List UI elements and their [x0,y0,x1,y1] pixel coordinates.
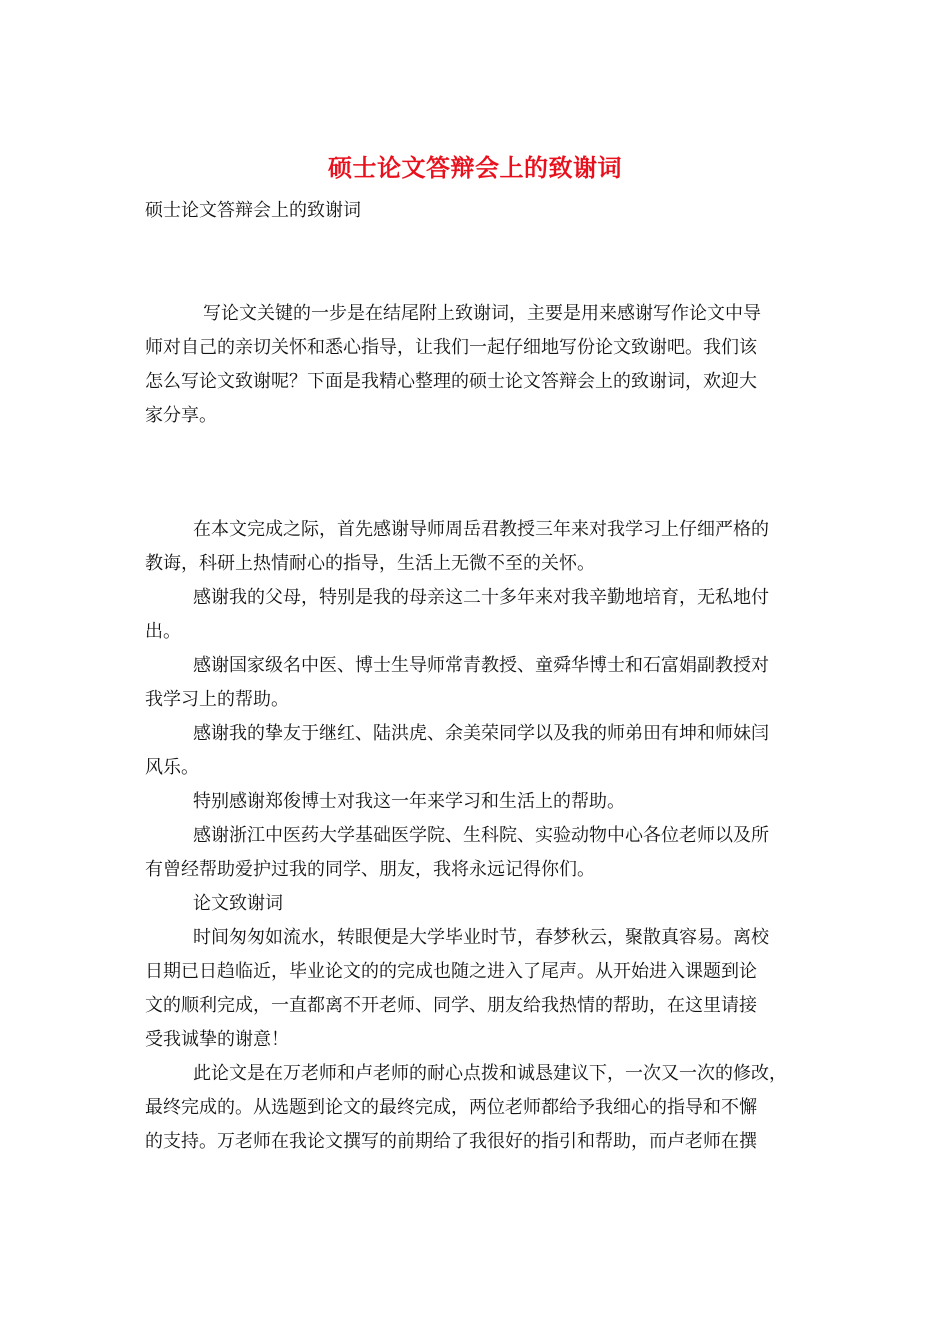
body-line: 日期已日趋临近，毕业论文的的完成也随之进入了尾声。从开始进入课题到论 [145,961,757,982]
body-line: 特别感谢郑俊博士对我这一年来学习和生活上的帮助。 [193,791,625,812]
document-subtitle: 硕士论文答辩会上的致谢词 [145,200,361,221]
body-line: 我学习上的帮助。 [145,689,289,710]
body-line: 文的顺利完成，一直都离不开老师、同学、朋友给我热情的帮助，在这里请接 [145,995,757,1016]
document-title: 硕士论文答辩会上的致谢词 [328,153,622,182]
body-line: 时间匆匆如流水，转眼便是大学毕业时节，春梦秋云，聚散真容易。离校 [193,927,769,948]
body-line: 感谢我的父母，特别是我的母亲这二十多年来对我辛勤地培育，无私地付 [193,587,769,608]
intro-line: 怎么写论文致谢呢？下面是我精心整理的硕士论文答辩会上的致谢词，欢迎大 [145,371,757,392]
intro-paragraph [145,297,825,433]
body-line: 感谢我的挚友于继红、陆洪虎、余美荣同学以及我的师弟田有坤和师妹闫 [193,723,769,744]
intro-line: 家分享。 [145,405,217,426]
body-line: 感谢浙江中医药大学基础医学院、生科院、实验动物中心各位老师以及所 [193,825,769,846]
body-line: 最终完成的。从选题到论文的最终完成，两位老师都给予我细心的指导和不懈 [145,1097,757,1118]
body-line: 的支持。万老师在我论文撰写的前期给了我很好的指引和帮助，而卢老师在撰 [145,1131,757,1152]
body-line: 在本文完成之际，首先感谢导师周岳君教授三年来对我学习上仔细严格的 [193,519,769,540]
body-line: 受我诚挚的谢意！ [145,1029,289,1050]
body-line: 有曾经帮助爱护过我的同学、朋友，我将永远记得你们。 [145,859,595,880]
intro-line: 师对自己的亲切关怀和悉心指导，让我们一起仔细地写份论文致谢吧。我们该 [145,337,757,358]
intro-line: 写论文关键的一步是在结尾附上致谢词，主要是用来感谢写作论文中导 [203,303,761,324]
body-line: 风乐。 [145,757,199,778]
body-text [145,513,825,1159]
section-heading: 论文致谢词 [193,893,283,914]
body-line: 教诲，科研上热情耐心的指导，生活上无微不至的关怀。 [145,553,595,574]
body-line: 感谢国家级名中医、博士生导师常青教授、童舜华博士和石富娟副教授对 [193,655,769,676]
body-line: 此论文是在万老师和卢老师的耐心点拨和诚恳建议下，一次又一次的修改， [193,1063,787,1084]
body-line: 出。 [145,621,181,642]
